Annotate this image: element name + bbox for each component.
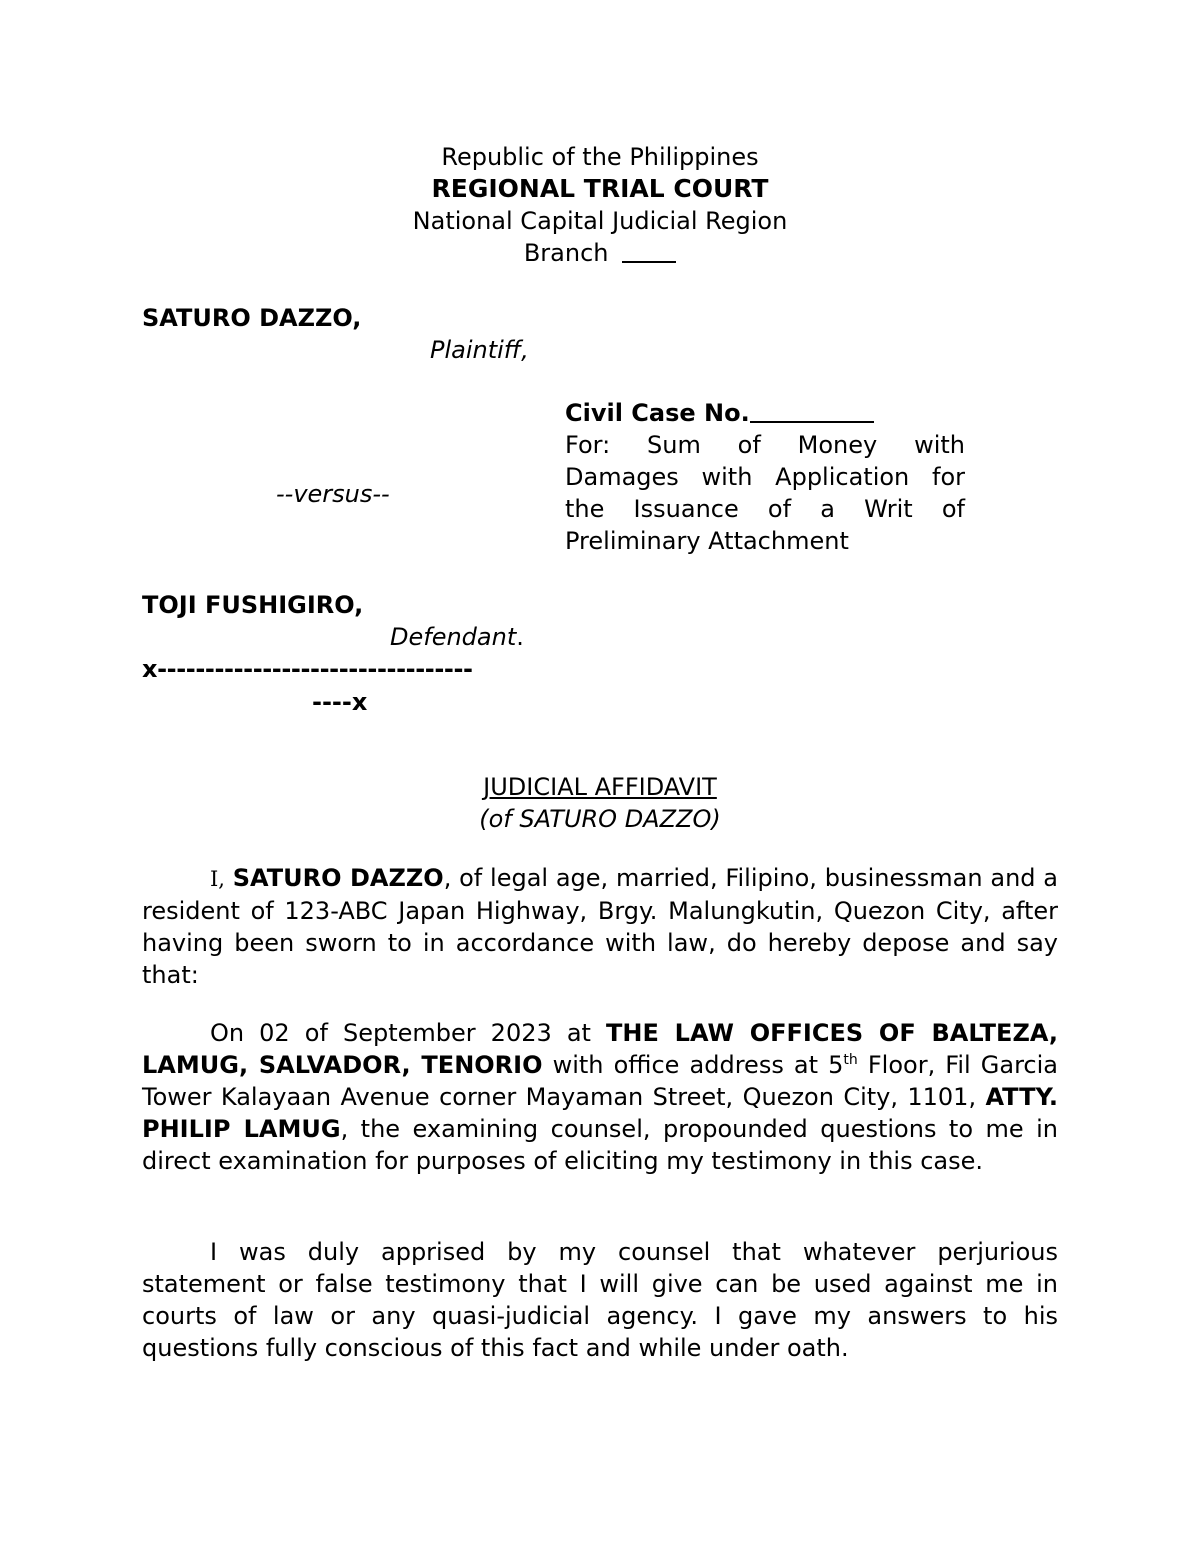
paragraph-examination-b: with office address at 5 <box>542 1051 844 1079</box>
floor-superscript: th <box>843 1052 858 1068</box>
paragraph-examination-d: , the examining counsel, propounded questions to me in direct examination for purposes of eliciting my testimony in this case. <box>142 1115 1058 1175</box>
versus-label: --versus-- <box>276 480 390 508</box>
branch-label: Branch <box>523 239 609 267</box>
republic-line: Republic of the Philippines <box>441 143 759 171</box>
paragraph-perjury-text: I was duly apprised by my counsel that whatever perjurious statement or false testimony that I will give can be used against me in courts of law or any quasi-judicial agency. I gave my answers to his questions fully conscious of this fact and while under oath. <box>142 1238 1058 1362</box>
plaintiff-name: SATURO DAZZO, <box>142 304 362 332</box>
caption-separator-end: ----x <box>312 688 368 716</box>
branch-line <box>0 237 1200 269</box>
document-title: JUDICIAL AFFIDAVIT <box>483 773 717 801</box>
paragraph-perjury-notice <box>142 1236 1058 1364</box>
case-number-label: Civil Case No. <box>565 399 750 427</box>
defendant-role-period: . <box>516 623 524 651</box>
plaintiff-role: Plaintiff, <box>430 336 529 364</box>
region-line: National Capital Judicial Region <box>412 207 788 235</box>
defendant-role-line <box>390 621 524 653</box>
defendant-role: Defendant <box>390 623 517 651</box>
counsel-name: ATTY. PHILIP LAMUG <box>142 1083 1058 1143</box>
caption-separator: x--------------------------------- <box>142 655 473 683</box>
paragraph-examination-a: On 02 of September 2023 at <box>210 1019 607 1047</box>
document-title-wrap <box>0 771 1200 803</box>
paragraph-affiant-text: , of legal age, married, Filipino, businessman and a resident of 123-ABC Japan Highway, Brgy. Malungkutin, Quezon City, after having been sworn to in accordance with law, do hereby depose and say that: <box>142 864 1058 989</box>
case-number-line <box>565 397 874 429</box>
affiant-name: SATURO DAZZO <box>232 864 444 892</box>
case-description: For: Sum of Money with Damages with Application for the Issuance of a Writ of Preliminary Attachment <box>565 431 965 555</box>
court-name: REGIONAL TRIAL COURT <box>431 174 769 203</box>
branch-blank <box>622 261 676 263</box>
defendant-name: TOJI FUSHIGIRO, <box>142 591 364 619</box>
paragraph-examination <box>142 1017 1058 1177</box>
law-firm-name: THE LAW OFFICES OF BALTEZA, LAMUG, SALVADOR, TENORIO <box>142 1019 1058 1079</box>
paragraph-affiant-intro <box>142 862 1058 991</box>
paragraph-lead: I, <box>210 867 225 891</box>
document-subtitle: (of SATURO DAZZO) <box>479 805 721 833</box>
paragraph-examination-c: Floor, Fil Garcia Tower Kalayaan Avenue corner Mayaman Street, Quezon City, 1101, <box>142 1051 1058 1111</box>
case-number-blank <box>750 421 874 423</box>
